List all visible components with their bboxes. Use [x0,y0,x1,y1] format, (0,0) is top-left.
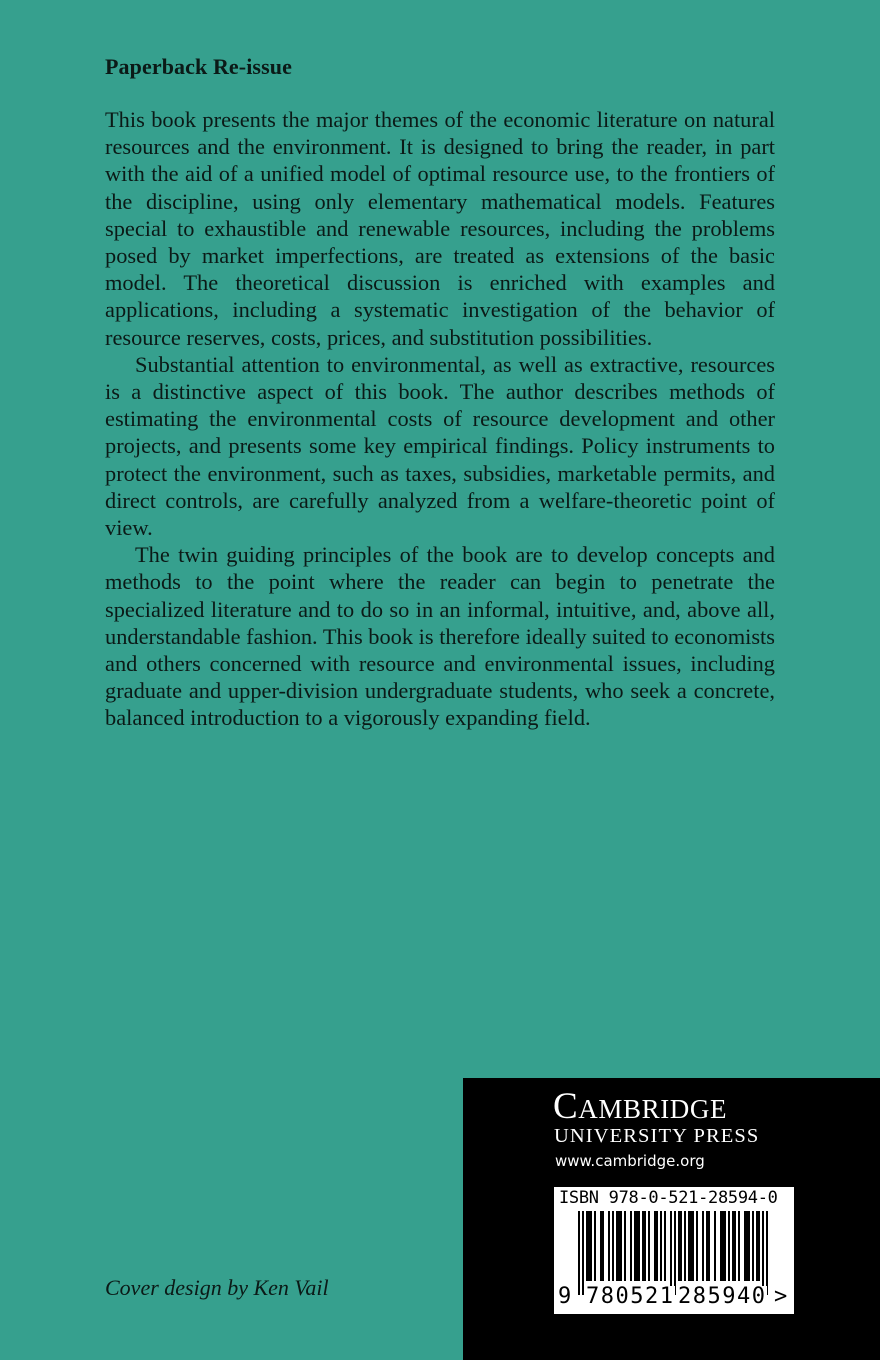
publisher-name-rest: AMBRIDGE [578,1094,728,1124]
cover-design-credit: Cover design by Ken Vail [105,1275,329,1300]
publisher-logo-name [553,1088,727,1125]
edition-heading: Paperback Re-issue [105,54,292,79]
blurb-paragraph-1: This book presents the major themes of the economic literature on natural resources and the environment. It is designed to bring the reader, in part with the aid of a unified model of optimal resource use, to the frontiers of the discipline, using only elementary mathematical models. Features special to exhaustible and renewable resources, including the problems posed by market imperfections, are treated as extensions of the basic model. The theoretical discussion is enriched with examples and applications, including a systematic investigation of the behavior of resource reserves, costs, prices, and substitution possibilities. [105,107,775,350]
publisher-url: www.cambridge.org [555,1152,705,1170]
blurb-paragraph-2: Substantial attention to environmental, as well as extractive, resources is a distinctive aspect of this book. The author describes methods of estimating the environmental costs of resource development and other projects, and presents some key empirical findings. Policy instruments to protect the environment, such as taxes, subsidies, marketable permits, and direct controls, are carefully analyzed from a welfare-theoretic point of view. [105,351,775,541]
blurb-paragraph-3: The twin guiding principles of the book are to develop concepts and methods to the point where the reader can begin to penetrate the specialized literature and to do so in an informal, intuitive, and, above all, understandable fashion. This book is therefore ideally suited to economists and others concerned with resource and environmental issues, including graduate and upper-division undergraduate students, who seek a concrete, balanced introduction to a vigorously expanding field. [105,542,775,731]
isbn-barcode [554,1187,794,1314]
ean-left-group: 780521 [586,1284,675,1309]
blurb-text [105,106,775,732]
ean-quiet-zone-mark: > [774,1284,788,1309]
publisher-name-initial: C [553,1086,579,1127]
publisher-block [463,1078,880,1360]
ean-lead-digit: 9 [558,1284,572,1309]
isbn-label: ISBN 978-0-521-28594-0 [559,1188,778,1208]
publisher-subtitle: UNIVERSITY PRESS [554,1125,760,1147]
ean-right-group: 285940 [678,1284,767,1309]
